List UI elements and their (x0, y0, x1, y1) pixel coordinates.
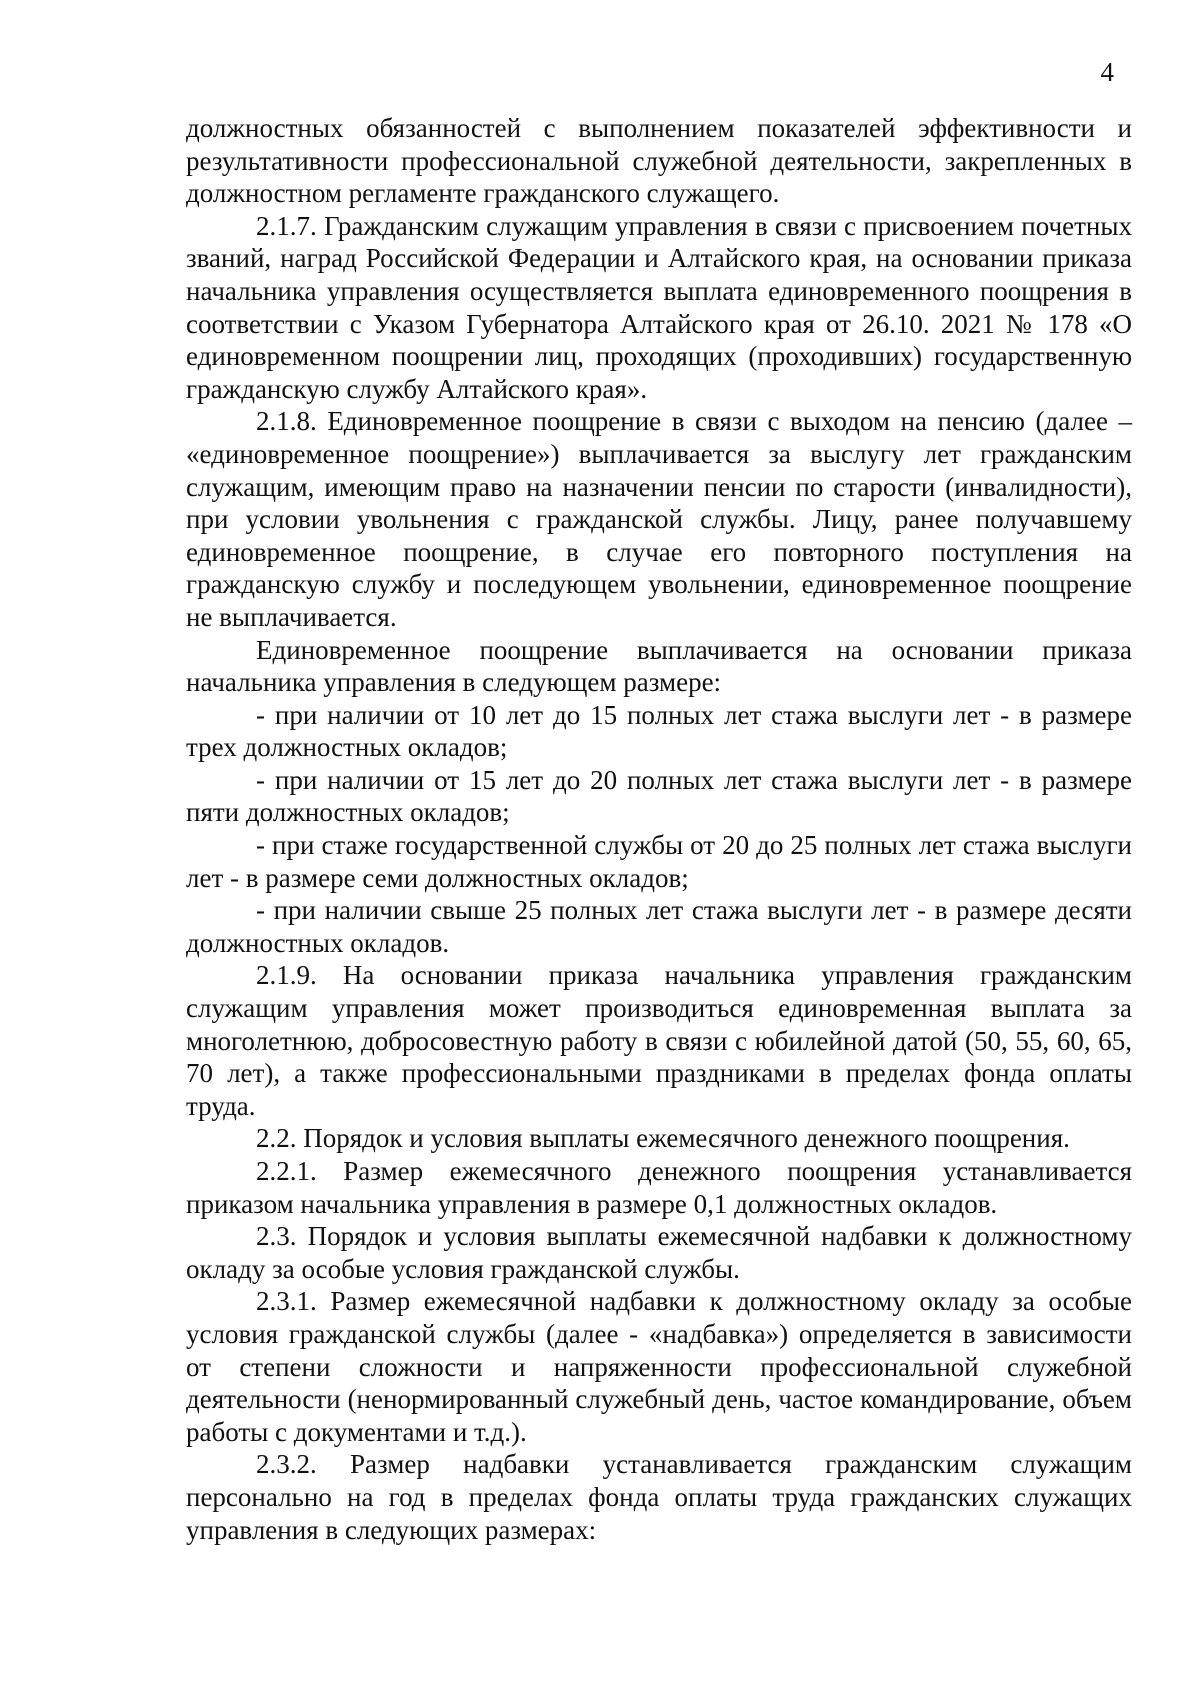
page-number: 4 (1100, 57, 1114, 87)
list-item-20-25-years: - при стаже государственной службы от 20 до 25 полных лет стажа выслуги лет - в размере семи должностных окладов; (186, 830, 1132, 893)
paragraph-2-2-1: 2.2.1. Размер ежемесячного денежного поощрения устанавливается приказом начальника управления в размере 0,1 должностных окладов. (186, 1156, 1132, 1219)
paragraph-payment-basis: Единовременное поощрение выплачивается на основании приказа начальника управления в следующем размере: (186, 634, 1132, 698)
paragraph-2-2: 2.2. Порядок и условия выплаты ежемесячного денежного поощрения. (256, 1123, 1070, 1154)
paragraph-2-1-7: 2.1.7. Гражданским служащим управления в связи с присвоением почетных званий, наград Российской Федерации и Алтайского края, на основании приказа начальника управления осуществляется выплата единовременного поощрения в соответствии с Указом Губернатора Алтайского края от 26.10. 2021 № 178 «О единовременном поощрении лиц, проходящих (проходивших) государственную гражданскую службу Алтайского края». (186, 210, 1132, 404)
list-item-15-20-years: - при наличии от 15 лет до 20 полных лет стажа выслуги лет - в размере пяти должностных окладов; (186, 764, 1132, 828)
list-item-10-15-years: - при наличии от 10 лет до 15 полных лет стажа выслуги лет - в размере трех должностных окладов; (186, 699, 1132, 763)
document-body (186, 112, 1132, 1546)
list-item-over-25-years: - при наличии свыше 25 полных лет стажа выслуги лет - в размере десяти должностных окладов. (186, 895, 1132, 958)
paragraph-continuation: должностных обязанностей с выполнением показателей эффективности и результативности профессиональной служебной деятельности, закрепленных в должностном регламенте гражданского служащего. (186, 113, 1132, 209)
paragraph-2-3-2: 2.3.2. Размер надбавки устанавливается гражданским служащим персонально на год в пределах фонда оплаты труда гражданских служащих управления в следующих размерах: (186, 1449, 1132, 1545)
paragraph-2-3-1: 2.3.1. Размер ежемесячной надбавки к должностному окладу за особые условия гражданской службы (далее - «надбавка») определяется в зависимости от степени сложности и напряженности профессиональной служебной деятельности (ненормированный служебный день, частое командирование, объем работы с документами и т.д.). (186, 1286, 1132, 1447)
paragraph-2-3: 2.3. Порядок и условия выплаты ежемесячной надбавки к должностному окладу за особые условия гражданской службы. (186, 1221, 1132, 1284)
paragraph-2-1-9: 2.1.9. На основании приказа начальника управления гражданским служащим управления может производиться единовременная выплата за многолетнюю, добросовестную работу в связи с юбилейной датой (50, 55, 60, 65, 70 лет), а также профессиональными праздниками в пределах фонда оплаты труда. (186, 960, 1132, 1121)
paragraph-2-1-8: 2.1.8. Единовременное поощрение в связи с выходом на пенсию (далее – «единовременное поощрение») выплачивается за выслугу лет гражданским служащим, имеющим право на назначении пенсии по старости (инвалидности), при условии увольнения с гражданской службы. Лицу, ранее получавшему единовременное поощрение, в случае его повторного поступления на гражданскую службу и последующем увольнении, единовременное поощрение не выплачивается. (186, 406, 1132, 632)
